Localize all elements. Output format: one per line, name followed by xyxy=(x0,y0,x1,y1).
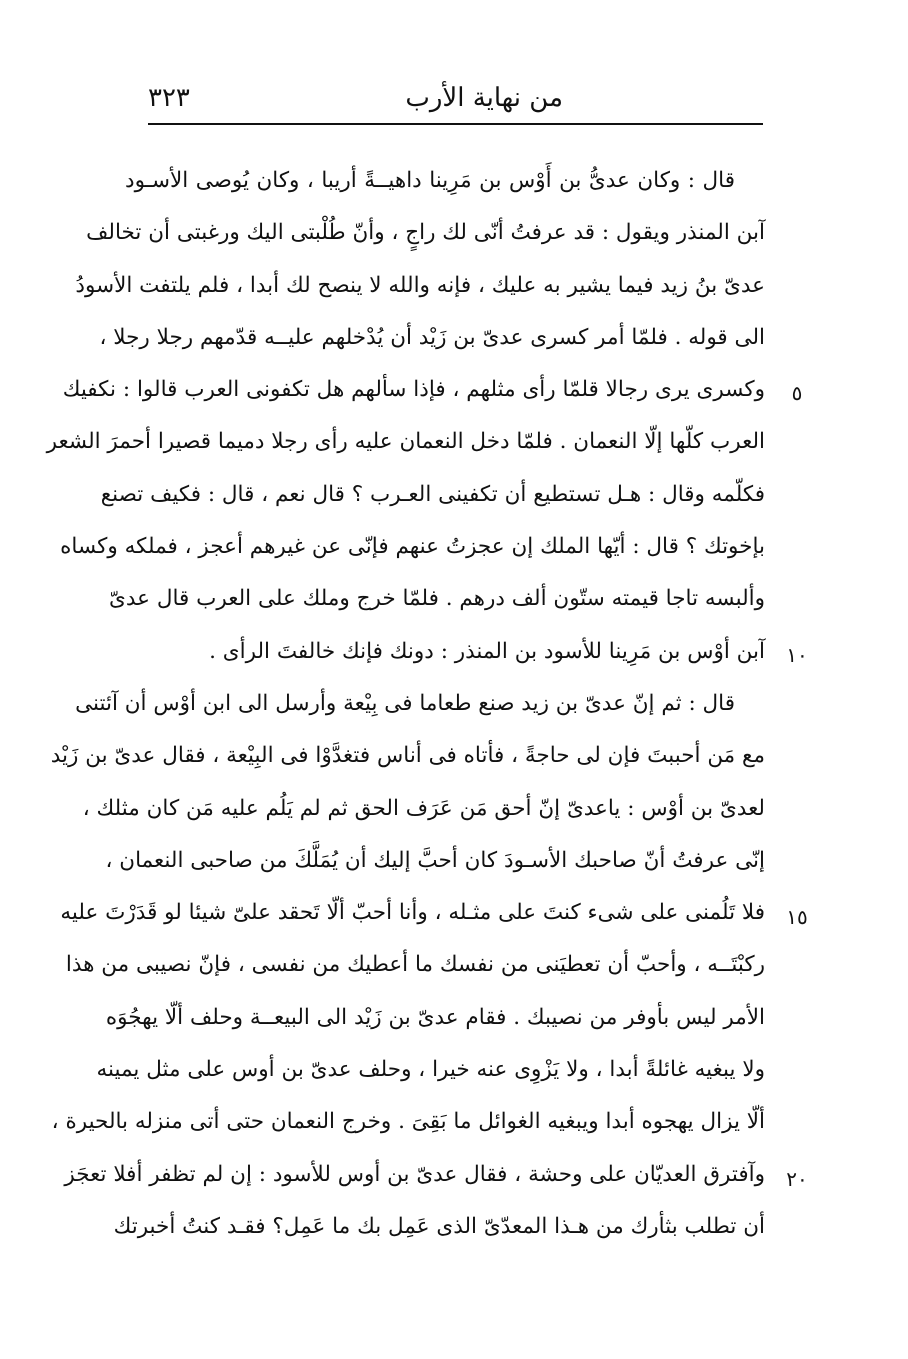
line-number-15: ١٥ xyxy=(786,905,808,929)
text-line: أن تطلب بثأرك من هـذا المعدّىّ الذى عَمِل بك ما عَمِل؟ فقـد كنتُ أخبرتك xyxy=(113,1213,765,1239)
text-line: عدىّ بنُ زيد فيما يشير به عليك ، فإنه والله لا ينصح لك أبدا ، فلم يلتفت الأسودُ xyxy=(75,272,765,298)
line-number-20: ٢٠ xyxy=(786,1167,808,1191)
text-line: مع مَن أحببتَ فإن لى حاجةً ، فأتاه فى أناس فتغدَّوْا فى البِيْعة ، فقال عدىّ بن زَيْد xyxy=(50,743,765,769)
text-line: العرب كلّها إلّا النعمان . فلمّا دخل النعمان عليه رأى رجلا دميما قصيرا أحمرَ الشعر xyxy=(46,429,765,455)
text-line: وألبسه تاجا قيمته ستّون ألف درهم . فلمّا خرج وملك على العرب قال عدىّ xyxy=(109,586,765,612)
text-line: الى قوله . فلمّا أمر كسرى عدىّ بن زَيْد أن يُدْخلهم عليــه قدّمهم رجلا رجلا ، xyxy=(99,324,765,350)
text-line: بإخوتك ؟ قال : أيّها الملك إن عجزتُ عنهم فإنّى عن غيرهم أعجز ، فملكه وكساه xyxy=(60,534,765,560)
text-line: فكلّمه وقال : هـل تستطيع أن تكفينى العـرب ؟ قال نعم ، قال : فكيف تصنع xyxy=(100,481,765,507)
text-line: إنّى عرفتُ أنّ صاحبك الأسـودَ كان أحبَّ إليك أن يُمَلَّكَ من صاحبى النعمان ، xyxy=(105,847,765,873)
running-title: من نهاية الأرب xyxy=(405,83,563,113)
text-line: ولا يبغيه غائلةً أبدا ، ولا يَزْوِى عنه خيرا ، وحلف عدىّ بن أوس على مثل يمينه xyxy=(96,1057,765,1083)
body-text xyxy=(46,155,765,1253)
text-line: وآفترق العديّان على وحشة ، فقال عدىّ بن أوس للأسود : إن لم تظفر أفلا تعجَز xyxy=(64,1161,765,1187)
text-line: آبن المنذر ويقول : قد عرفتُ أنّى لك راجٍ ، وأنّ طُلْبتى اليك ورغبتى أن تخالف xyxy=(86,220,765,246)
text-line: فلا تَلُمنى على شىء كنتَ على مثـله ، وأنا أحبّ ألّا تَحقد علىّ شيئا لو قَدَرْتَ عليه xyxy=(60,900,765,926)
text-line: ركبْتَــه ، وأحبّ أن تعطيَنى من نفسك ما أعطيك من نفسى ، فإنّ نصيبى من هذا xyxy=(65,952,765,978)
text-line: قال : ثم إنّ عدىّ بن زيد صنع طعاما فى بِيْعة وأرسل الى ابن أوْس أن آئتنى xyxy=(75,690,735,716)
page-number: ٣٢٣ xyxy=(148,83,190,113)
line-number-10: ١٠ xyxy=(786,643,808,667)
text-line: قال : وكان عدىُّ بن أَوْس بن مَرِينا داهيــةً أريبا ، وكان يُوصى الأسـود xyxy=(125,168,735,193)
text-line: وكسرى يرى رجالا قلمّا رأى مثلهم ، فإذا سألهم هل تكفونى العرب قالوا : نكفيك xyxy=(62,377,765,403)
text-line: الأمر ليس بأوفر من نصيبك . فقام عدىّ بن زَيْد الى البيعــة وحلف ألّا يهجُوَه xyxy=(105,1004,765,1030)
line-number-5: ٥ xyxy=(791,381,803,405)
text-line: آبن أوْس بن مَرِينا للأسود بن المنذر : دونك فإنك خالفتَ الرأى . xyxy=(209,638,765,664)
text-line: ألّا يزال يهجوه أبدا ويبغيه الغوائل ما بَقِىَ . وخرج النعمان حتى أتى منزله بالحيرة ، xyxy=(51,1109,765,1135)
page-header xyxy=(148,78,763,124)
header-rule xyxy=(148,123,763,125)
text-line: لعدىّ بن أوْس : ياعدىّ إنّ أحق مَن عَرَف الحق ثم لم يَلُم عليه مَن كان مثلك ، xyxy=(82,795,765,821)
